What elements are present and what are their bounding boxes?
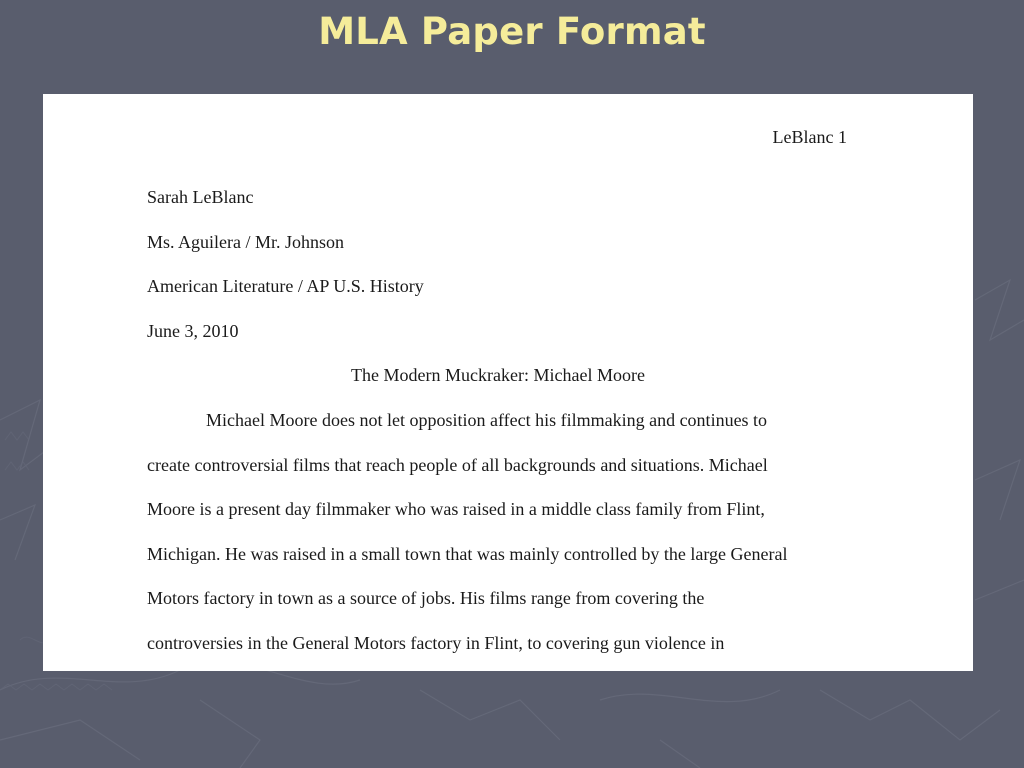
- paper-title: The Modern Muckraker: Michael Moore: [351, 365, 645, 385]
- body-line: Motors factory in town as a source of jobs. His films range from covering the: [147, 588, 705, 608]
- student-name-line: Sarah LeBlanc: [147, 187, 254, 207]
- body-line: controversies in the General Motors factory in Flint, to covering gun violence in: [147, 633, 725, 653]
- page-header: LeBlanc 1: [772, 127, 847, 147]
- slide-title: MLA Paper Format: [318, 10, 706, 53]
- body-line: Moore is a present day filmmaker who was raised in a middle class family from Flint,: [147, 499, 765, 519]
- body-line: Michael Moore does not let opposition affect his filmmaking and continues to: [206, 410, 768, 430]
- course-line: American Literature / AP U.S. History: [147, 276, 424, 296]
- instructor-line: Ms. Aguilera / Mr. Johnson: [147, 232, 345, 252]
- body-line: create controversial films that reach people of all backgrounds and situations. Michael: [147, 455, 768, 475]
- body-line: Michigan. He was raised in a small town that was mainly controlled by the large General: [147, 544, 788, 564]
- paper-page-image: [43, 94, 973, 671]
- date-line: June 3, 2010: [147, 321, 239, 341]
